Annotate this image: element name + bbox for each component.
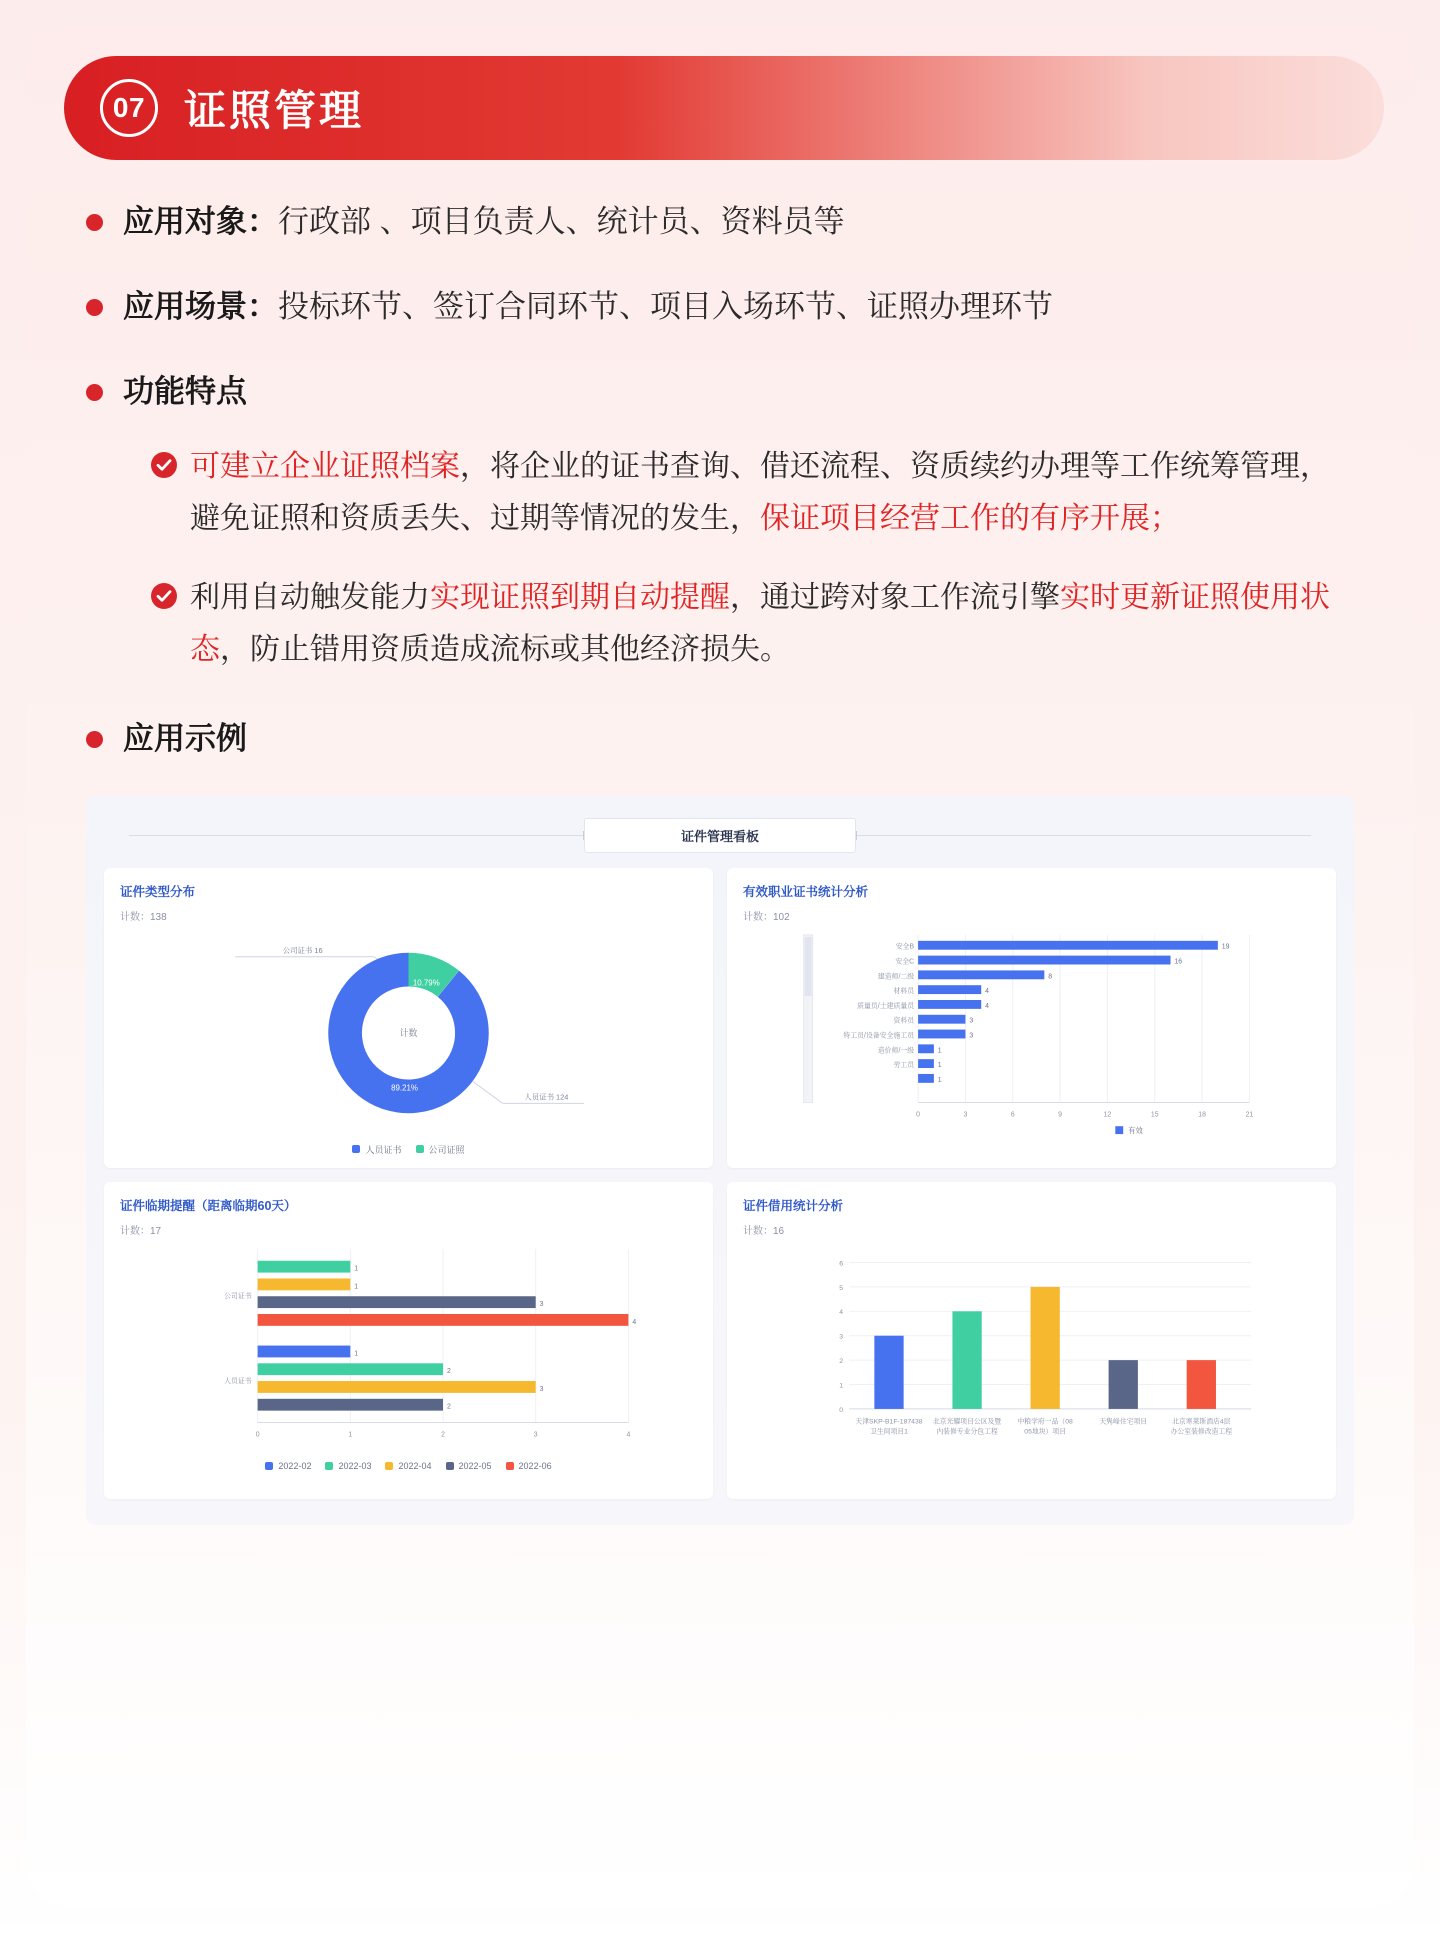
svg-text:1: 1: [839, 1382, 844, 1390]
svg-text:05地块）项目: 05地块）项目: [1024, 1428, 1067, 1436]
svg-text:1: 1: [348, 1431, 353, 1439]
section-number-badge: 07: [100, 79, 158, 137]
expiring-bar-chart: [120, 1243, 697, 1455]
page-title: 证照管理: [184, 87, 365, 134]
svg-text:内装修专业分包工程: 内装修专业分包工程: [936, 1428, 998, 1436]
panel-title: 证件临期提醒（距离临期60天）: [120, 1198, 297, 1213]
valid-cert-bar-chart: [743, 929, 1320, 1141]
bullet-application-scenario: [86, 285, 1354, 330]
feature-1-part-1: 可建立企业证照档案: [190, 449, 460, 483]
svg-text:造价师/一级: 造价师/一级: [877, 1047, 915, 1055]
heading-features: [86, 370, 1354, 415]
legend-item: [265, 1461, 311, 1471]
svg-text:19: 19: [1221, 943, 1230, 951]
svg-text:21: 21: [1245, 1111, 1254, 1119]
svg-text:5: 5: [839, 1284, 844, 1292]
svg-text:0: 0: [916, 1111, 921, 1119]
svg-text:18: 18: [1198, 1111, 1206, 1119]
legend-label: 2022-04: [398, 1460, 432, 1471]
panel-cert-type-distribution: [104, 868, 713, 1168]
svg-text:建造师/二级: 建造师/二级: [877, 973, 915, 981]
heading-example: [86, 717, 1354, 762]
body-content: [26, 200, 1414, 762]
expiring-legend: [120, 1461, 697, 1471]
legend-item: [416, 1143, 465, 1156]
legend-label: 2022-06: [518, 1460, 552, 1471]
svg-text:劳工员: 劳工员: [893, 1061, 915, 1069]
svg-text:4: 4: [985, 1002, 989, 1010]
feature-1-part-3: 保证项目经营工作的有序开展；: [760, 502, 1180, 536]
svg-text:1: 1: [937, 1047, 942, 1055]
legend-swatch-icon: [265, 1462, 273, 1470]
legend-swatch-icon: [325, 1462, 333, 1470]
dashboard-screenshot: [86, 796, 1354, 1525]
svg-text:89.21%: 89.21%: [391, 1083, 418, 1093]
svg-text:资料员: 资料员: [893, 1017, 915, 1025]
panel-title: 有效职业证书统计分析: [743, 884, 869, 899]
callout-company: 公司证书 16: [282, 945, 323, 955]
dashboard-title: 证件管理看板: [584, 818, 856, 853]
panel-expiring-reminder: [104, 1182, 713, 1499]
svg-text:8: 8: [1048, 973, 1053, 981]
svg-text:12: 12: [1103, 1111, 1112, 1119]
legend-swatch-icon: [446, 1462, 454, 1470]
bullet-value: 行政部 、项目负责人、统计员、资料员等: [278, 204, 845, 239]
svg-text:10.79%: 10.79%: [412, 978, 440, 988]
svg-text:3: 3: [963, 1111, 968, 1119]
panel-count: 计数：102: [743, 911, 790, 923]
svg-text:3: 3: [839, 1333, 844, 1341]
bullet-dot-icon: [86, 731, 103, 748]
bullet-value: 投标环节、签订合同环节、项目入场环节、证照办理环节: [278, 288, 1053, 324]
svg-text:计数: 计数: [399, 1027, 418, 1038]
svg-text:4: 4: [632, 1318, 637, 1326]
svg-text:3: 3: [533, 1431, 538, 1439]
bullet-dot-icon: [86, 214, 103, 231]
feature-2-part-1: 利用自动触发能力: [190, 580, 430, 614]
svg-text:6: 6: [839, 1260, 844, 1268]
feature-1-part-2: ，将企业的证书查询、借还流程、资质续约办理等工作统筹管理，避免证照和资质丢失、过期等情况的发生，: [190, 449, 1330, 536]
bullet-dot-icon: [86, 384, 103, 401]
svg-text:2: 2: [446, 1367, 451, 1375]
svg-text:办公室装修改造工程: 办公室装修改造工程: [1170, 1428, 1233, 1436]
panel-count: 计数：17: [120, 1225, 162, 1237]
bullet-application-target: [86, 200, 1354, 245]
section-header: [64, 56, 1384, 160]
svg-text:1: 1: [354, 1350, 359, 1358]
panel-title: 证件类型分布: [120, 884, 196, 899]
svg-text:北京寒莱斯酒店4层: 北京寒莱斯酒店4层: [1172, 1418, 1231, 1426]
svg-text:0: 0: [839, 1406, 844, 1414]
svg-text:9: 9: [1058, 1111, 1063, 1119]
legend-swatch-icon: [416, 1145, 424, 1153]
legend-item: [352, 1143, 401, 1156]
svg-text:6: 6: [1010, 1111, 1015, 1119]
bullet-label: 应用对象：: [123, 204, 278, 239]
panel-borrow-statistics: [727, 1182, 1336, 1499]
feature-2-part-5: ，防止错用资质造成流标或其他经济损失。: [220, 633, 790, 667]
feature-text-2: [190, 572, 1354, 677]
dashboard-titlebar: [129, 818, 1312, 854]
svg-text:1: 1: [937, 1076, 942, 1084]
titlebar-rule-left: [129, 835, 584, 836]
legend-label: 公司证照: [428, 1144, 465, 1155]
borrow-bar-chart: [743, 1243, 1320, 1487]
feature-2-part-3: ，通过跨对象工作流引擎: [730, 580, 1060, 614]
feature-text-1: [190, 441, 1354, 546]
svg-text:安全B: 安全B: [895, 943, 915, 951]
bullet-text: [123, 200, 845, 245]
feature-item-1: [150, 441, 1354, 546]
legend-swatch-icon: [385, 1462, 393, 1470]
svg-text:3: 3: [969, 1032, 974, 1040]
svg-text:4: 4: [839, 1308, 844, 1316]
svg-text:3: 3: [539, 1385, 544, 1393]
svg-text:天隽峰住宅项目: 天隽峰住宅项目: [1099, 1418, 1148, 1426]
svg-text:1: 1: [937, 1061, 942, 1069]
legend-swatch-icon: [352, 1145, 360, 1153]
legend-label: 2022-02: [278, 1460, 312, 1471]
svg-text:15: 15: [1150, 1111, 1159, 1119]
check-circle-icon: [150, 582, 178, 610]
example-title: 应用示例: [123, 720, 247, 756]
svg-text:有效: 有效: [1128, 1125, 1143, 1135]
panel-title: 证件借用统计分析: [743, 1198, 844, 1213]
legend-label: 2022-05: [458, 1460, 492, 1471]
svg-text:特工员/设备安全施工员: 特工员/设备安全施工员: [843, 1032, 915, 1040]
content-card: [26, 26, 1414, 1906]
legend-label: 2022-03: [338, 1460, 372, 1471]
feature-2-part-4: 实时更新证照使用状态: [190, 580, 1330, 667]
svg-text:1: 1: [354, 1265, 359, 1273]
legend-label: 人员证书: [365, 1144, 402, 1155]
svg-text:质量员/土建质量员: 质量员/土建质量员: [857, 1002, 915, 1010]
features-title: 功能特点: [123, 373, 247, 409]
bullet-label: 应用场景：: [123, 288, 278, 324]
svg-text:4: 4: [626, 1431, 631, 1439]
legend-item: [325, 1461, 371, 1471]
titlebar-rule-right: [856, 835, 1311, 836]
panel-count: 计数：16: [743, 1225, 785, 1237]
callout-person: 人员证书 124: [524, 1092, 569, 1102]
dashboard-grid: [104, 868, 1336, 1499]
check-circle-icon: [150, 451, 178, 479]
panel-valid-certificates: [727, 868, 1336, 1168]
panel-count: 计数：138: [120, 911, 167, 923]
feature-2-part-2: 实现证照到期自动提醒: [430, 580, 730, 614]
svg-text:材料员: 材料员: [893, 987, 915, 995]
svg-text:0: 0: [255, 1431, 260, 1439]
legend-item: [385, 1461, 431, 1471]
svg-text:2: 2: [839, 1357, 844, 1365]
svg-text:天津SKP-B1F-187438: 天津SKP-B1F-187438: [855, 1418, 923, 1426]
svg-text:公司证书: 公司证书: [224, 1292, 252, 1300]
svg-text:1: 1: [354, 1283, 359, 1291]
legend-swatch-icon: [506, 1462, 514, 1470]
bullet-dot-icon: [86, 299, 103, 316]
svg-text:北京光耀项目公区及暨: 北京光耀项目公区及暨: [932, 1418, 1002, 1426]
svg-text:卫生间项目1: 卫生间项目1: [870, 1428, 908, 1436]
svg-text:2: 2: [441, 1431, 445, 1439]
svg-text:16: 16: [1174, 958, 1183, 966]
legend-item: [446, 1461, 492, 1471]
svg-text:4: 4: [985, 987, 989, 995]
svg-text:人员证书: 人员证书: [224, 1377, 252, 1385]
svg-text:中粮学府一品（08: 中粮学府一品（08: [1017, 1418, 1073, 1426]
bullet-text: [123, 285, 1053, 330]
donut-chart: [120, 929, 697, 1137]
legend-item: [506, 1461, 552, 1471]
donut-legend: [120, 1143, 697, 1156]
feature-item-2: [150, 572, 1354, 677]
svg-text:2: 2: [446, 1403, 451, 1411]
svg-text:3: 3: [539, 1300, 544, 1308]
svg-text:3: 3: [969, 1017, 974, 1025]
svg-text:安全C: 安全C: [895, 958, 915, 966]
